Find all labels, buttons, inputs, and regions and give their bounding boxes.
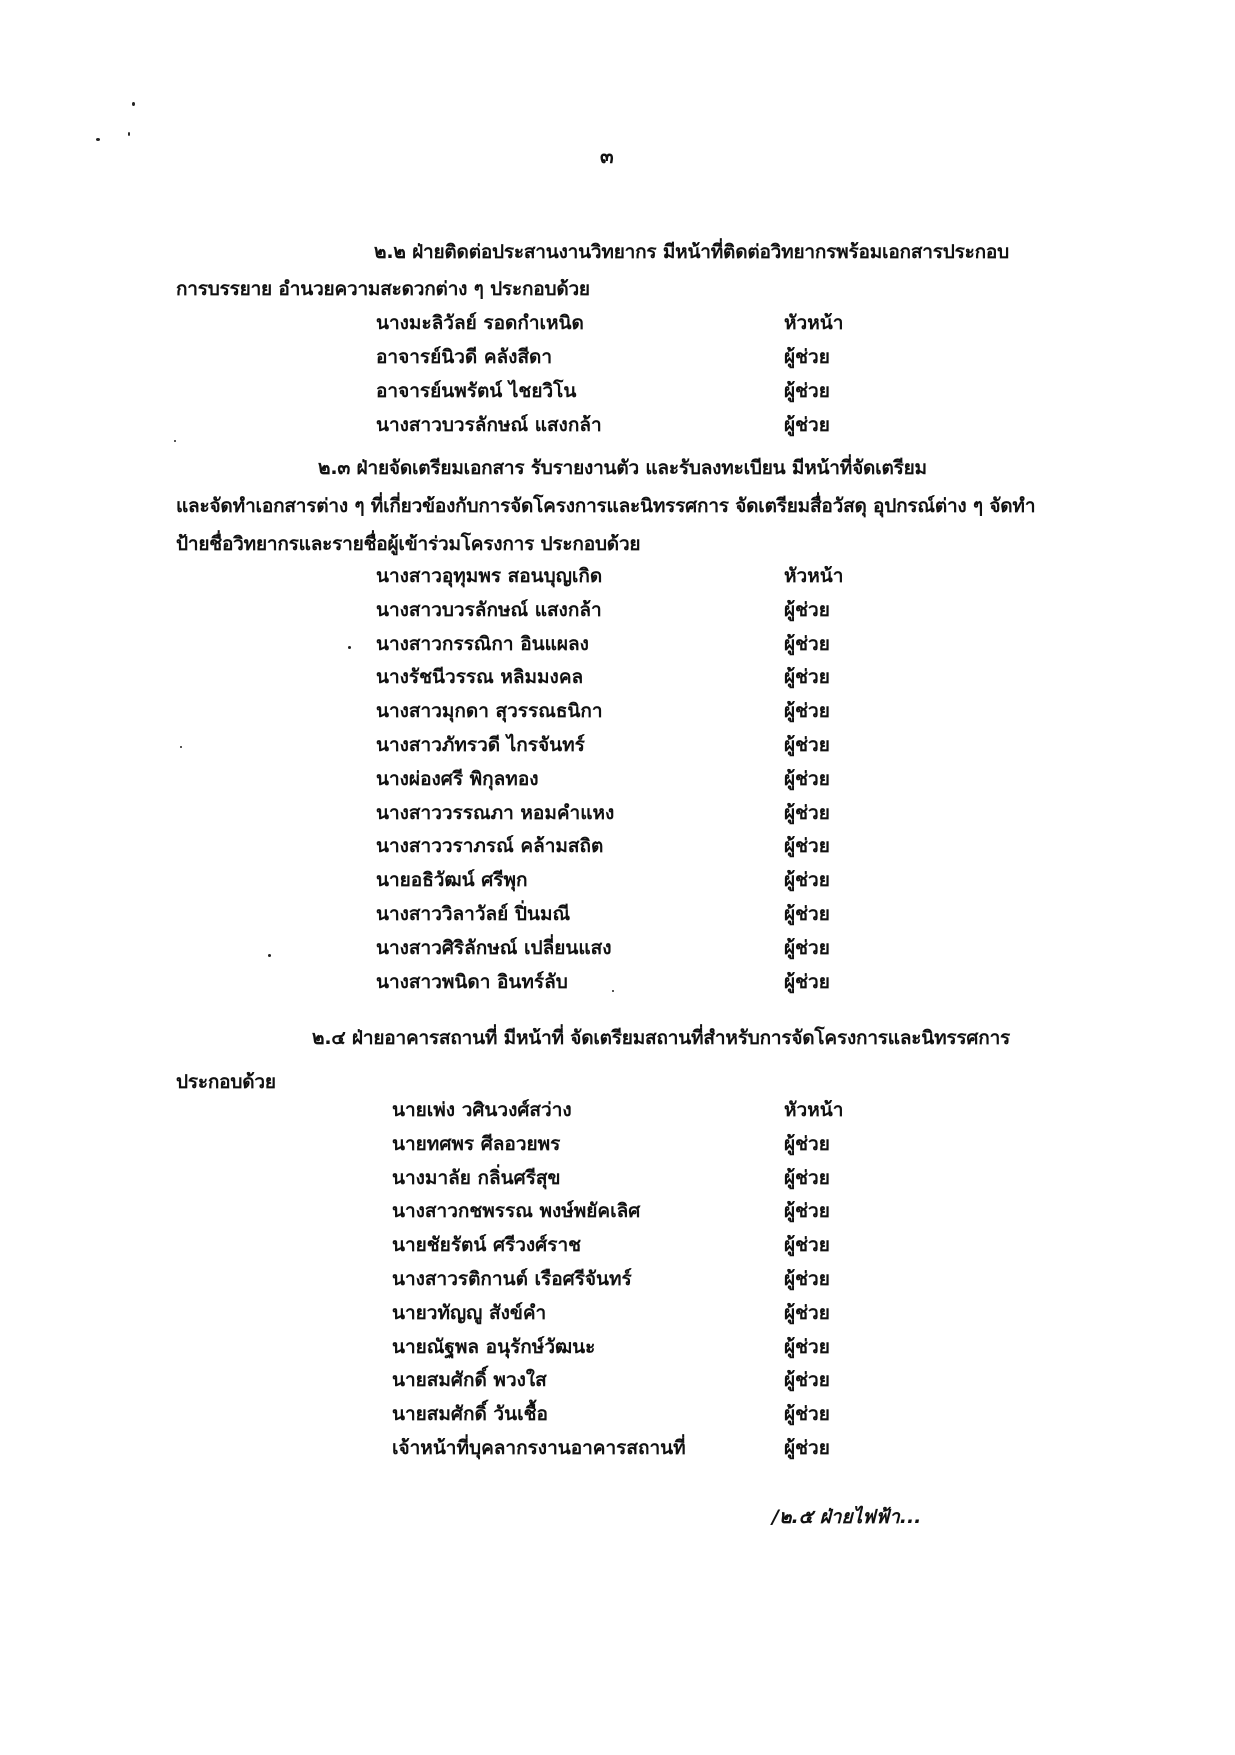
member-name: อาจารย์นพรัตน์ ไชยวิโน — [376, 380, 577, 402]
member-role: ผู้ช่วย — [784, 1234, 830, 1257]
member-row — [0, 936, 1235, 966]
member-role: ผู้ช่วย — [784, 903, 830, 925]
section-2-2-heading: ๒.๒ ฝ่ายติดต่อประสานงานวิทยากร มีหน้าที่ติดต่อวิทยากรพร้อมเอกสารประกอบ — [374, 241, 1009, 263]
member-row — [0, 665, 1235, 695]
member-role: ผู้ช่วย — [784, 767, 830, 790]
member-row — [0, 632, 1235, 662]
member-role: ผู้ช่วย — [784, 1301, 830, 1324]
member-name: นางสาวศิริลักษณ์ เปลี่ยนแสง — [376, 936, 612, 959]
member-role: หัวหน้า — [784, 1099, 844, 1121]
member-role: ผู้ช่วย — [784, 1369, 830, 1392]
member-role: ผู้ช่วย — [784, 936, 830, 959]
member-row — [0, 801, 1235, 831]
member-row — [0, 733, 1235, 763]
member-row — [0, 1301, 1235, 1331]
member-role: หัวหน้า — [784, 565, 844, 587]
member-name: นางสาวบวรลักษณ์ แสงกล้า — [376, 414, 602, 436]
member-row — [0, 413, 1235, 443]
member-role: ผู้ช่วย — [784, 700, 830, 723]
member-row — [0, 345, 1235, 375]
member-row — [0, 834, 1235, 864]
member-row — [0, 1436, 1235, 1466]
section-2-3-continuation-2: ป้ายชื่อวิทยากรและรายชื่อผู้เข้าร่วมโครงการ ประกอบด้วย — [176, 533, 641, 555]
member-role: หัวหน้า — [784, 312, 844, 334]
member-role: ผู้ช่วย — [784, 1437, 830, 1459]
member-role: ผู้ช่วย — [784, 869, 830, 892]
member-row — [0, 902, 1235, 932]
member-name: นางสาววิลาวัลย์ ปิ่นมณี — [376, 903, 571, 925]
member-row — [0, 699, 1235, 729]
member-name: นางสาวบวรลักษณ์ แสงกล้า — [376, 598, 602, 621]
scan-speck — [128, 132, 130, 136]
member-name: นายสมศักดิ์ พวงใส — [392, 1369, 547, 1392]
member-row — [0, 1132, 1235, 1162]
member-role: ผู้ช่วย — [784, 1200, 830, 1223]
next-page-reference: /๒.๕ ฝ่ายไฟฟ้า... — [772, 1506, 922, 1528]
section-2-4-continuation: ประกอบด้วย — [176, 1071, 276, 1093]
member-row — [0, 970, 1235, 1000]
member-row — [0, 1335, 1235, 1365]
member-name: นายสมศักดิ์ วันเชื้อ — [392, 1403, 548, 1426]
section-2-2-continuation: การบรรยาย อำนวยความสะดวกต่าง ๆ ประกอบด้วย — [176, 278, 590, 300]
member-name: นางสาวรติกานต์ เรือศรีจันทร์ — [392, 1268, 632, 1290]
member-role: ผู้ช่วย — [784, 1166, 830, 1189]
page-number: ๓ — [600, 144, 614, 168]
member-role: ผู้ช่วย — [784, 598, 830, 621]
member-row — [0, 1166, 1235, 1196]
member-row — [0, 1402, 1235, 1432]
member-name: นายวทัญญู สังข์คำ — [392, 1301, 547, 1324]
member-row — [0, 1233, 1235, 1263]
member-name: นางรัชนีวรรณ หลิมมงคล — [376, 666, 584, 689]
member-row — [0, 598, 1235, 628]
section-2-4-heading: ๒.๔ ฝ่ายอาคารสถานที่ มีหน้าที่ จัดเตรียมสถานที่สำหรับการจัดโครงการและนิทรรศการ — [312, 1027, 1011, 1049]
member-role: ผู้ช่วย — [784, 414, 830, 436]
member-row — [0, 1098, 1235, 1128]
section-2-3-heading: ๒.๓ ฝ่ายจัดเตรียมเอกสาร รับรายงานตัว และรับลงทะเบียน มีหน้าที่จัดเตรียม — [318, 457, 927, 479]
member-row — [0, 1368, 1235, 1398]
member-name: นางมะลิวัลย์ รอดกำเหนิด — [376, 312, 584, 334]
member-name: นางสาวภัทรวดี ไกรจันทร์ — [376, 734, 585, 756]
member-row — [0, 1199, 1235, 1229]
member-role: ผู้ช่วย — [784, 1403, 830, 1426]
member-name: นางสาววรรณภา หอมคำแหง — [376, 801, 615, 824]
member-name: นางสาวมุกดา สุวรรณธนิกา — [376, 700, 603, 723]
section-2-3-continuation-1: และจัดทำเอกสารต่าง ๆ ที่เกี่ยวข้องกับการจัดโครงการและนิทรรศการ จัดเตรียมสื่อวัสดุ อุปกรณ์ต่าง ๆ จัดทำ — [176, 495, 1036, 517]
member-role: ผู้ช่วย — [784, 1132, 830, 1155]
member-name: เจ้าหน้าที่บุคลากรงานอาคารสถานที่ — [392, 1437, 686, 1459]
member-name: นายชัยรัตน์ ศรีวงศ์ราช — [392, 1234, 582, 1257]
member-role: ผู้ช่วย — [784, 632, 830, 655]
member-name: นายเพ่ง วศินวงศ์สว่าง — [392, 1099, 572, 1121]
member-role: ผู้ช่วย — [784, 1335, 830, 1358]
member-row — [0, 311, 1235, 341]
member-name: นางสาวพนิดา อินทร์ลับ — [376, 970, 568, 993]
member-name: นายทศพร ศีลอวยพร — [392, 1132, 561, 1155]
scan-speck — [132, 102, 135, 106]
member-role: ผู้ช่วย — [784, 835, 830, 858]
member-name: นางสาวอุทุมพร สอนบุญเกิด — [376, 565, 603, 587]
member-name: นางสาววราภรณ์ คล้ามสถิต — [376, 835, 604, 858]
member-row — [0, 379, 1235, 409]
member-name: นางสาวกชพรรณ พงษ์พยัคเลิศ — [392, 1200, 641, 1223]
member-row — [0, 564, 1235, 594]
member-role: ผู้ช่วย — [784, 734, 830, 756]
member-role: ผู้ช่วย — [784, 346, 830, 368]
member-role: ผู้ช่วย — [784, 970, 830, 993]
member-role: ผู้ช่วย — [784, 1268, 830, 1290]
member-row — [0, 1267, 1235, 1297]
member-name: นางผ่องศรี พิกุลทอง — [376, 767, 539, 790]
member-row — [0, 868, 1235, 898]
member-role: ผู้ช่วย — [784, 801, 830, 824]
member-row — [0, 767, 1235, 797]
member-role: ผู้ช่วย — [784, 380, 830, 402]
member-name: อาจารย์นิวดี คลังสีดา — [376, 346, 553, 368]
member-name: นางมาลัย กลิ่นศรีสุข — [392, 1166, 561, 1189]
member-name: นายอธิวัฒน์ ศรีพุก — [376, 869, 528, 892]
member-name: นางสาวกรรณิกา อินแผลง — [376, 632, 589, 655]
member-name: นายณัฐพล อนุรักษ์วัฒนะ — [392, 1335, 596, 1358]
member-role: ผู้ช่วย — [784, 666, 830, 689]
scan-speck — [96, 138, 100, 141]
